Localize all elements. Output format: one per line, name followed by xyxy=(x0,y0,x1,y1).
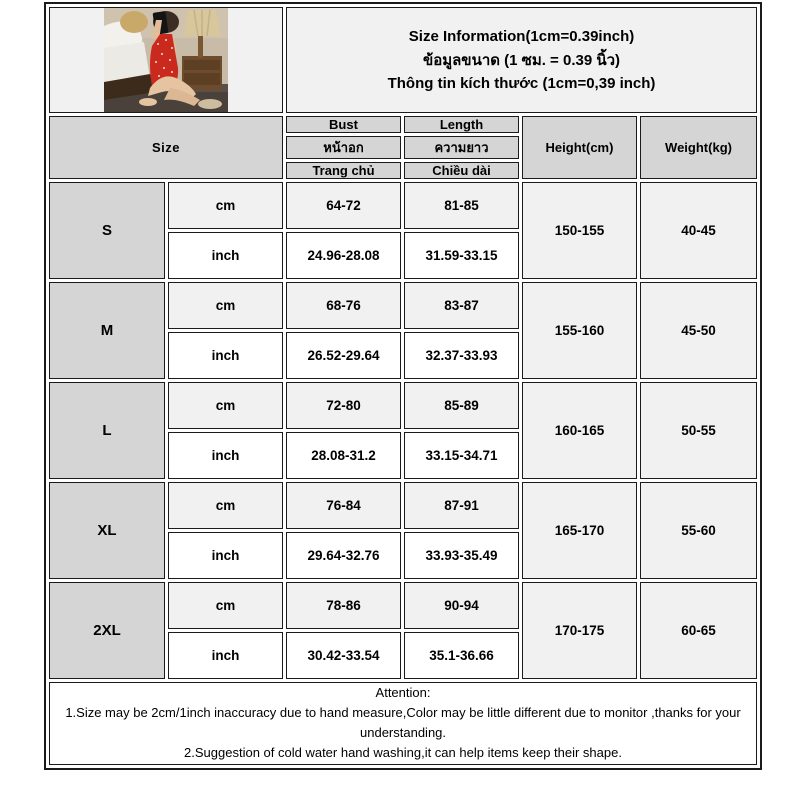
col-header-size: Size xyxy=(49,116,283,179)
unit-cell: inch xyxy=(168,432,283,479)
col-header-bust-en: Bust xyxy=(286,116,401,133)
bust-inch-value: 30.42-33.54 xyxy=(286,632,401,679)
length-inch-value: 35.1-36.66 xyxy=(404,632,519,679)
height-value: 150-155 xyxy=(522,182,637,279)
size-info-title-th: ข้อมูลขนาด (1 ซม. = 0.39 นิ้ว) xyxy=(422,52,621,69)
length-inch-value: 32.37-33.93 xyxy=(404,332,519,379)
col-header-length-vi: Chiều dài xyxy=(404,162,519,179)
bust-cm-value: 64-72 xyxy=(286,182,401,229)
length-cm-value: 87-91 xyxy=(404,482,519,529)
attention-line2: 2.Suggestion of cold water hand washing,it can help items keep their shape. xyxy=(184,745,622,761)
length-cm-value: 83-87 xyxy=(404,282,519,329)
attention-line1: 1.Size may be 2cm/1inch inaccuracy due to hand measure,Color may be little different due to monitor ,thanks for your understanding. xyxy=(65,705,741,741)
weight-value: 55-60 xyxy=(640,482,757,579)
height-value: 170-175 xyxy=(522,582,637,679)
size-chart-table xyxy=(44,2,762,770)
unit-cell: inch xyxy=(168,232,283,279)
size-cell: S xyxy=(49,182,165,279)
size-cell: M xyxy=(49,282,165,379)
size-cell: L xyxy=(49,382,165,479)
photo-basket xyxy=(120,11,148,33)
photo-slipper xyxy=(198,99,222,109)
col-header-bust-th: หน้าอก xyxy=(286,136,401,159)
unit-cell: cm xyxy=(168,382,283,429)
bust-cm-value: 72-80 xyxy=(286,382,401,429)
bust-inch-value: 28.08-31.2 xyxy=(286,432,401,479)
unit-cell: cm xyxy=(168,582,283,629)
bust-inch-value: 29.64-32.76 xyxy=(286,532,401,579)
size-cell: 2XL xyxy=(49,582,165,679)
attention-cell xyxy=(49,682,757,765)
product-photo xyxy=(50,8,282,112)
height-value: 165-170 xyxy=(522,482,637,579)
weight-value: 60-65 xyxy=(640,582,757,679)
col-header-length-en: Length xyxy=(404,116,519,133)
size-cell: XL xyxy=(49,482,165,579)
length-cm-value: 85-89 xyxy=(404,382,519,429)
unit-cell: cm xyxy=(168,482,283,529)
weight-value: 50-55 xyxy=(640,382,757,479)
product-photo-cell xyxy=(49,7,283,113)
col-header-length-th: ความยาว xyxy=(404,136,519,159)
bust-inch-value: 24.96-28.08 xyxy=(286,232,401,279)
height-value: 160-165 xyxy=(522,382,637,479)
length-cm-value: 81-85 xyxy=(404,182,519,229)
product-photo-illustration xyxy=(104,8,228,112)
weight-value: 40-45 xyxy=(640,182,757,279)
unit-cell: inch xyxy=(168,532,283,579)
length-inch-value: 33.15-34.71 xyxy=(404,432,519,479)
length-inch-value: 33.93-35.49 xyxy=(404,532,519,579)
col-header-weight: Weight(kg) xyxy=(640,116,757,179)
height-value: 155-160 xyxy=(522,282,637,379)
unit-cell: inch xyxy=(168,632,283,679)
length-inch-value: 31.59-33.15 xyxy=(404,232,519,279)
weight-value: 45-50 xyxy=(640,282,757,379)
col-header-height: Height(cm) xyxy=(522,116,637,179)
unit-cell: cm xyxy=(168,282,283,329)
unit-cell: inch xyxy=(168,332,283,379)
photo-nightstand xyxy=(182,56,222,90)
bust-cm-value: 68-76 xyxy=(286,282,401,329)
col-header-bust-vi: Trang chủ xyxy=(286,162,401,179)
size-info-title-en: Size Information(1cm=0.39inch) xyxy=(408,28,635,45)
bust-cm-value: 78-86 xyxy=(286,582,401,629)
size-info-title-cell xyxy=(286,7,757,113)
unit-cell: cm xyxy=(168,182,283,229)
bust-inch-value: 26.52-29.64 xyxy=(286,332,401,379)
size-info-title-vi: Thông tin kích thước (1cm=0,39 inch) xyxy=(387,75,656,92)
bust-cm-value: 76-84 xyxy=(286,482,401,529)
attention-title: Attention: xyxy=(375,685,431,700)
length-cm-value: 90-94 xyxy=(404,582,519,629)
